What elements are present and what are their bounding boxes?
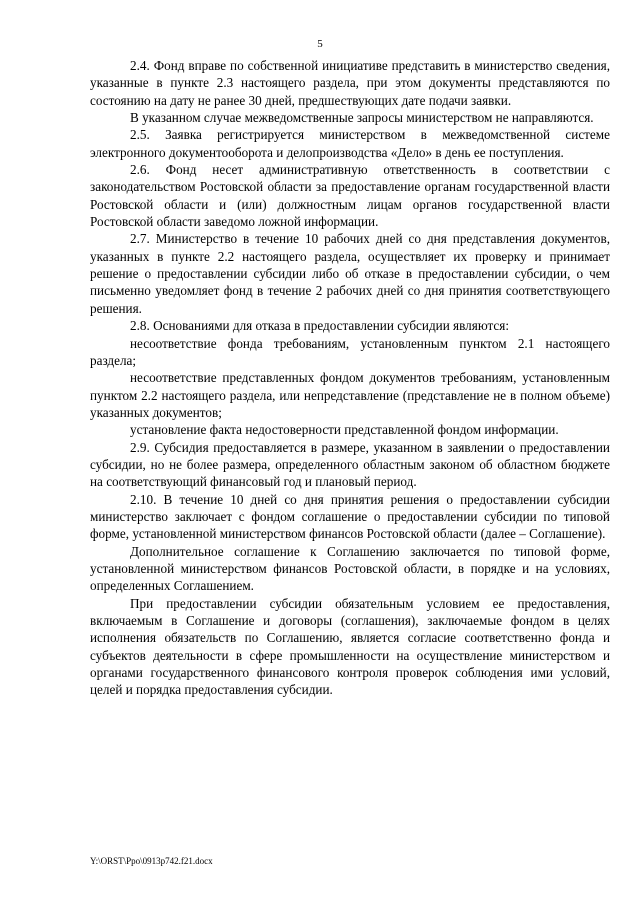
- paragraph-2-4: 2.4. Фонд вправе по собственной инициативе представить в министерство сведения, указанные в пункте 2.3 настоящего раздела, при этом документы представляются по состоянию на дату не ранее 30 дней, предшествующих дате подачи заявки.: [90, 58, 610, 108]
- paragraph-2-5: 2.5. Заявка регистрируется министерством в межведомственной системе электронного документооборота и делопроизводства «Дело» в день ее поступления.: [90, 127, 610, 160]
- refusal-reason-3: установление факта недостоверности представленной фондом информации.: [130, 422, 559, 438]
- paragraph-mandatory-condition: При предоставлении субсидии обязательным условием ее предоставления, включаемым в Соглашение и договоры (соглашения), заключаемые фондом в целях исполнения обязательств по Соглашению, является согласие соответственно фонда и субъектов деятельности в сфере промышленности на осуществление министерством и органами государственного финансового контроля проверок соблюдения ими условий, целей и порядка предоставления субсидии.: [90, 595, 610, 698]
- paragraph-no-requests: В указанном случае межведомственные запросы министерством не направляются.: [130, 110, 594, 126]
- paragraph-2-6: 2.6. Фонд несет административную ответственность в соответствии с законодательством Ростовской области за предоставление органам государственной власти Ростовской области и (или) должностным лицам органов государственной власти Ростовской области заведомо ложной информации.: [90, 162, 610, 230]
- paragraph-2-7: 2.7. Министерство в течение 10 рабочих дней со дня представления документов, указанных в пункте 2.2 настоящего раздела, осуществляет их проверку и принимает решение о предоставлении субсидии либо об отказе в предоставлении субсидии, о чем письменно уведомляет фонд в течение 2 рабочих дней со дня принятия соответствующего решения.: [90, 231, 610, 316]
- page-number: 5: [317, 38, 323, 50]
- paragraph-additional-agreement: Дополнительное соглашение к Соглашению заключается по типовой форме, установленной министерством финансов Ростовской области, в порядке и на условиях, определенных Соглашением.: [90, 543, 610, 594]
- paragraph-2-8: 2.8. Основаниями для отказа в предоставлении субсидии являются:: [130, 318, 510, 334]
- document-body: [90, 57, 610, 699]
- refusal-reason-2: несоответствие представленных фондом документов требованиям, установленным пунктом 2.2 настоящего раздела, или непредставление (представление не в полном объеме) указанных документов;: [90, 370, 610, 420]
- paragraph-2-10: 2.10. В течение 10 дней со дня принятия решения о предоставлении субсидии министерство заключает с фондом соглашение о предоставлении субсидии по типовой форме, установленной министерством финансов Ростовской области (далее – Соглашение).: [90, 491, 610, 542]
- paragraph-2-9: 2.9. Субсидия предоставляется в размере, указанном в заявлении о предоставлении субсидии, но не более размера, определенного областным законом об областном бюджете на соответствующий финансовый год и плановый период.: [90, 439, 610, 490]
- footer-file-path: Y:\ORST\Ppo\0913p742.f21.docx: [90, 856, 213, 866]
- refusal-reason-1: несоответствие фонда требованиям, установленным пунктом 2.1 настоящего раздела;: [90, 335, 610, 368]
